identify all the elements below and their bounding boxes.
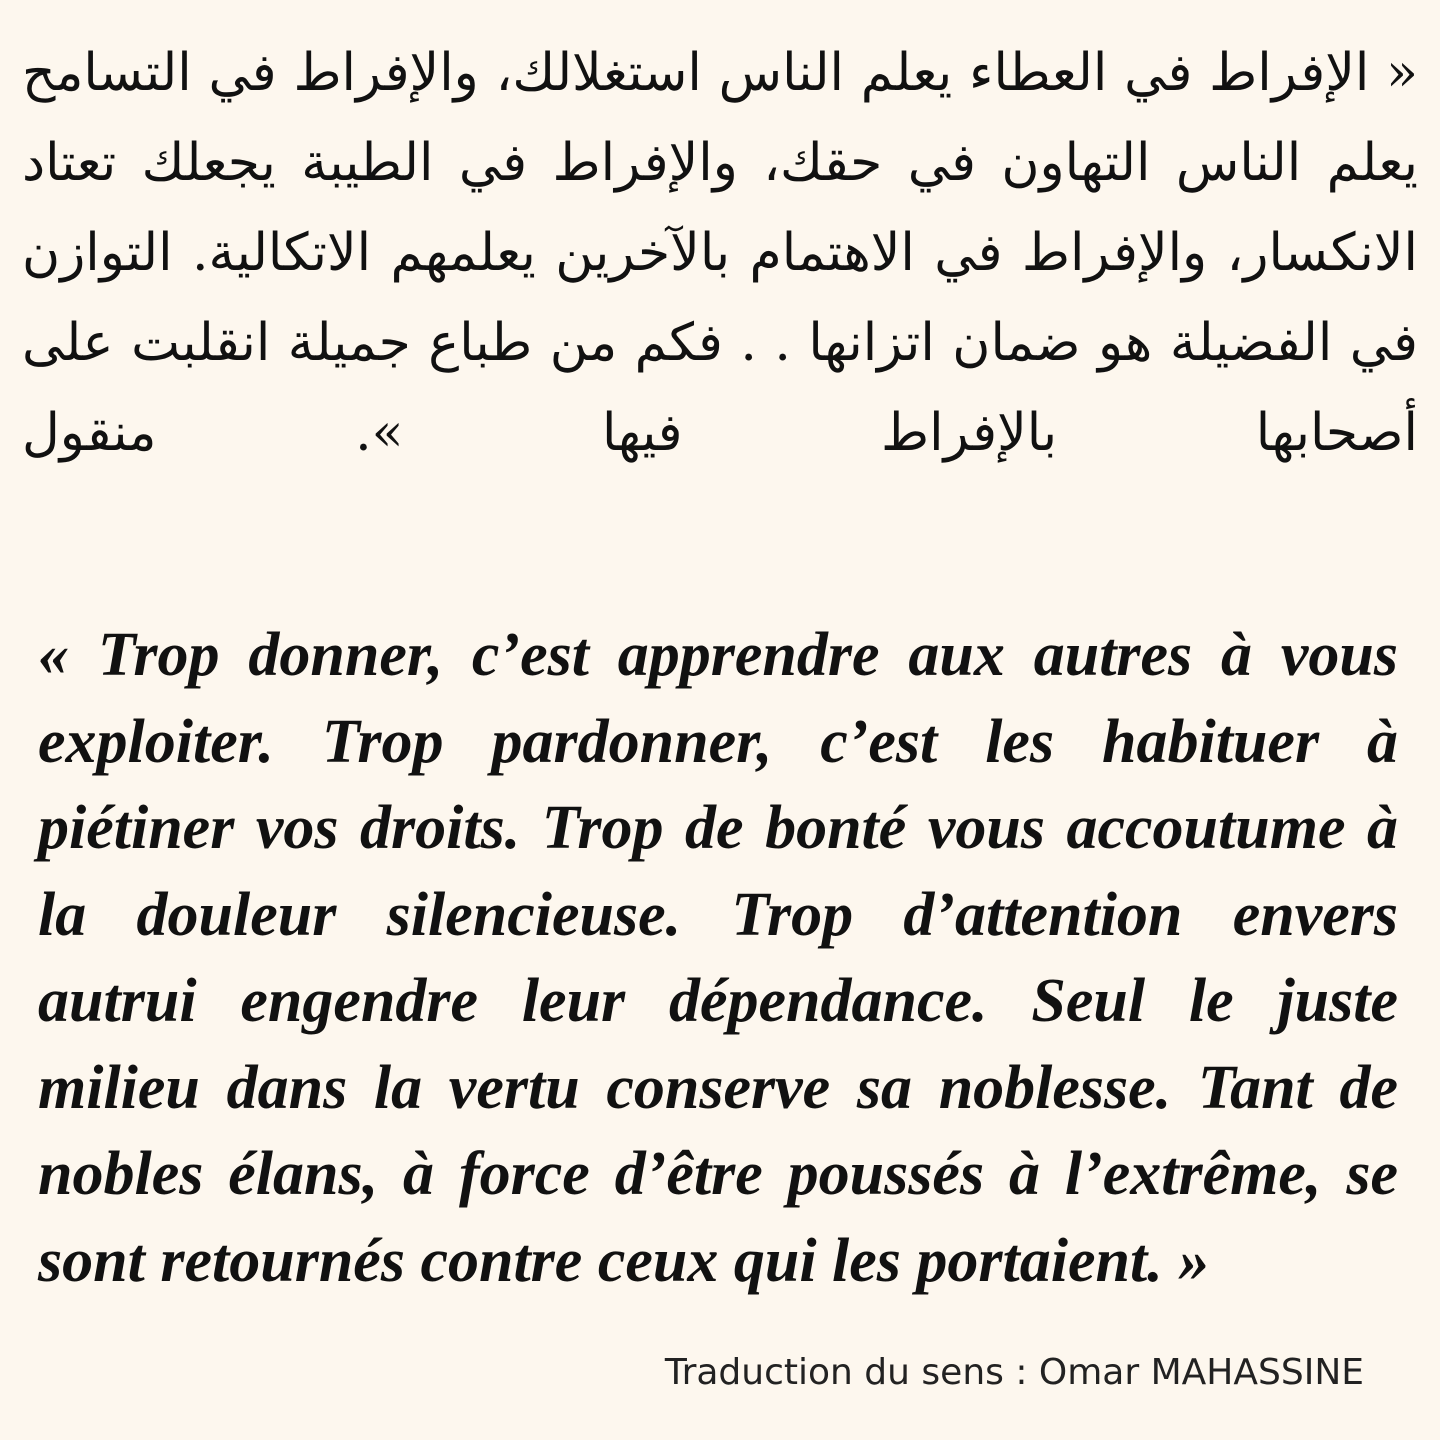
translator-credit: Traduction du sens : Omar MAHASSINE: [664, 1352, 1364, 1393]
arabic-quote-text: « الإفراط في العطاء يعلم الناس استغلالك، والإفراط في التسامح يعلم الناس التهاون في حقك، والإفراط في الطيبة يجعلك تعتاد الانكسار، والإفراط في الاهتمام بالآخرين يعلمهم الاتكالية. التوازن في الفضيلة هو ضمان اتزانها . . فكم من طباع جميلة انقلبت على أصحابها بالإفراط فيها ». منقول: [22, 43, 1418, 463]
french-translation-text: « Trop donner, c’est apprendre aux autres à vous exploiter. Trop pardonner, c’est les habituer à piétiner vos droits. Trop de bonté vous accoutume à la douleur silencieuse. Trop d’attention envers autrui engendre leur dépendance. Seul le juste milieu dans la vertu conserve sa noblesse. Tant de nobles élans, à force d’être poussés à l’extrême, se sont retournés contre ceux qui les portaient. »: [38, 621, 1398, 1295]
